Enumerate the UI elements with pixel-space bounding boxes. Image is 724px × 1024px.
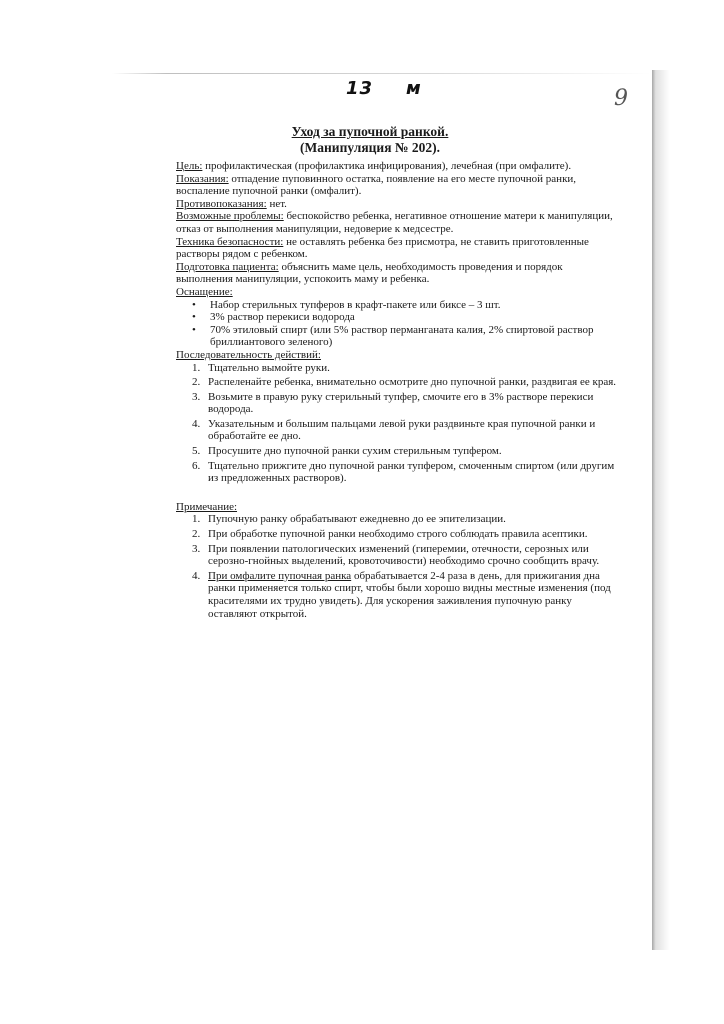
item-text: Распеленайте ребенка, внимательно осмотрите дно пупочной ранки, раздвигая ее края. xyxy=(208,376,617,389)
item-number: 3. xyxy=(192,390,201,403)
field-text: нет. xyxy=(266,197,287,210)
item-text: Указательным и большим пальцами левой руки раздвиньте края пупочной ранки и обработайте ее дно. xyxy=(208,417,596,443)
field-label: Подготовка пациента: xyxy=(176,260,279,273)
notes-list xyxy=(176,513,621,620)
item-text: Пупочную ранку обрабатывают ежедневно до ее эпителизации. xyxy=(208,513,506,526)
field-text: беспокойство ребенка, негативное отношение матери к манипуляции, отказ от выполнения манипуляции, недоверие к медсестре. xyxy=(176,210,613,235)
field-text: не оставлять ребенка без присмотра, не ставить приготовленные растворы рядом с ребенком. xyxy=(176,235,589,261)
field-preparation xyxy=(176,261,621,286)
item-text: обрабатывается 2-4 раза в день, для прижигания дна ранки применяется только спирт, чтобы были хорошо видны местные изменения (под красителями их трудно увидеть). Для ускорения заживления пупочную ранку оставляют открытой. xyxy=(208,569,611,620)
list-item xyxy=(176,528,621,541)
item-number: 2. xyxy=(192,376,201,389)
item-number: 4. xyxy=(192,417,201,430)
title-line-1: Уход за пупочной ранкой. xyxy=(291,124,449,139)
item-number: 6. xyxy=(192,459,201,472)
list-item xyxy=(176,513,621,526)
document-title xyxy=(170,124,570,156)
item-number: 3. xyxy=(192,542,201,555)
field-label: Цель: xyxy=(176,160,203,172)
list-item xyxy=(176,570,621,620)
list-item xyxy=(176,391,621,416)
sequence-label: Последовательность действий: xyxy=(176,348,321,361)
field-text: профилактическая (профилактика инфицирования), лечебная (при омфалите). xyxy=(202,160,572,172)
list-item xyxy=(176,418,621,443)
item-number: 1. xyxy=(192,361,201,374)
equipment-list xyxy=(176,299,621,349)
item-number: 4. xyxy=(192,569,201,582)
sequence-list xyxy=(176,362,621,485)
item-text: При появлении патологических изменений (гиперемии, отечности, серозных или серозно-гнойных выделений, кровоточивости) необходимо срочно сообщить врачу. xyxy=(208,542,600,568)
item-underlined-text: При омфалите пупочная ранка xyxy=(208,569,352,582)
list-item xyxy=(176,376,621,389)
handwritten-number: 13 xyxy=(346,78,374,99)
item-text: Возьмите в правую руку стерильный тупфер, смочите его в 3% растворе перекиси водорода. xyxy=(208,390,594,416)
spacer xyxy=(176,487,621,501)
field-contraindications xyxy=(176,198,621,211)
field-goal xyxy=(176,160,621,173)
handwritten-mark: м xyxy=(406,78,422,99)
list-item xyxy=(176,460,621,485)
list-item: • 3% раствор перекиси водорода xyxy=(176,311,621,324)
item-text: Просушите дно пупочной ранки сухим стерильным тупфером. xyxy=(208,445,502,458)
list-item: • 70% этиловый спирт (или 5% раствор перманганата калия, 2% спиртовой раствор бриллиантового зеленого) xyxy=(176,324,621,349)
list-item xyxy=(176,543,621,568)
item-number: 5. xyxy=(192,445,201,458)
field-label: Противопоказания: xyxy=(176,197,267,210)
document-body xyxy=(176,160,621,622)
item-text: Тщательно вымойте руки. xyxy=(208,361,330,374)
item-text: Тщательно прижгите дно пупочной ранки тупфером, смоченным спиртом (или другим из предложенных растворов). xyxy=(208,459,615,485)
list-item: • Набор стерильных тупферов в крафт-пакете или биксе – 3 шт. xyxy=(176,299,621,312)
field-problems xyxy=(176,210,621,235)
title-line-2: (Манипуляция № 202). xyxy=(300,140,440,155)
list-item xyxy=(176,362,621,375)
handwritten-page-number: 9 xyxy=(614,86,628,111)
item-text: При обработке пупочной ранки необходимо строго соблюдать правила асептики. xyxy=(208,528,588,541)
scan-edge-top xyxy=(112,73,652,74)
item-number: 1. xyxy=(192,513,201,526)
field-indications xyxy=(176,173,621,198)
field-label: Показания: xyxy=(176,172,229,185)
notes-label: Примечание: xyxy=(176,500,238,513)
list-item xyxy=(176,445,621,458)
field-label: Техника безопасности: xyxy=(176,235,284,248)
scan-edge-right xyxy=(652,70,670,950)
field-text: объяснить маме цель, необходимость проведения и порядок выполнения манипуляции, успокоить маму и ребенка. xyxy=(176,260,563,286)
equipment-label: Оснащение: xyxy=(176,285,233,298)
item-number: 2. xyxy=(192,528,201,541)
field-text: отпадение пуповинного остатка, появление на его месте пупочной ранки, воспаление пупочной ранки (омфалит). xyxy=(176,172,577,198)
field-label: Возможные проблемы: xyxy=(176,210,284,223)
field-safety xyxy=(176,236,621,261)
